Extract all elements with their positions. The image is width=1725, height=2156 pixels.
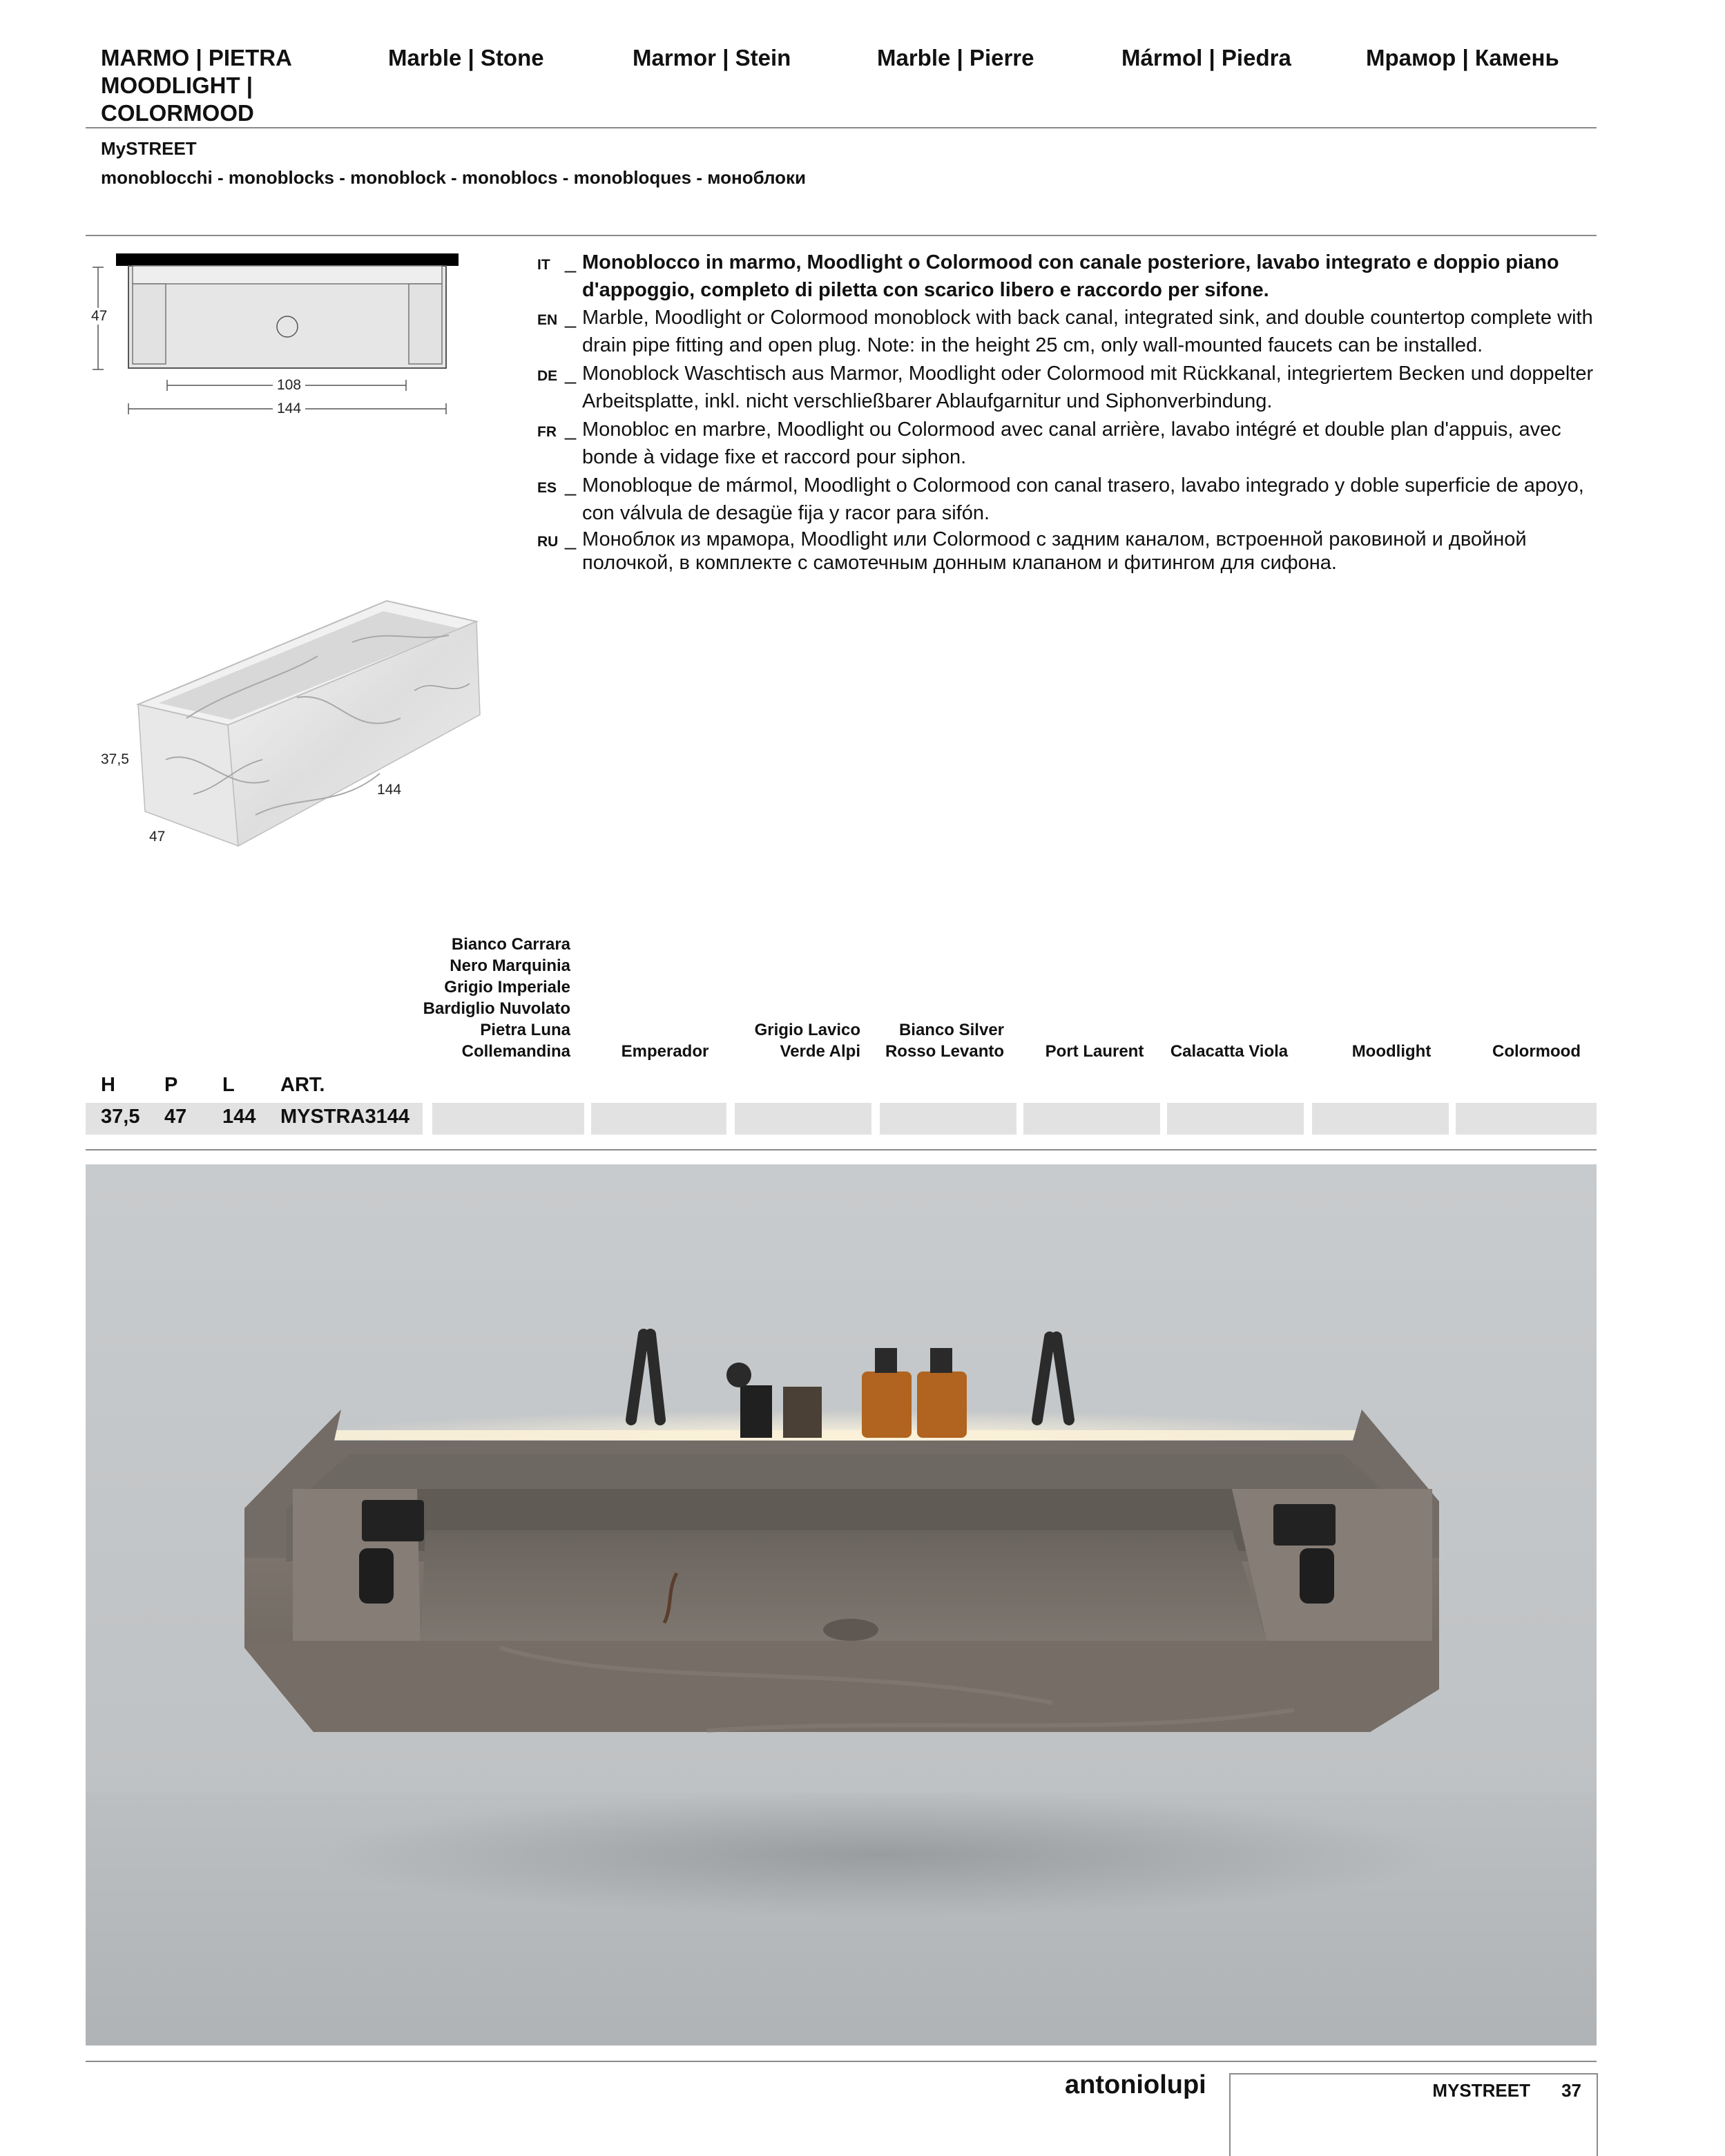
description-en: EN _ Marble, Moodlight or Colormood monoblock with back canal, integrated sink, and double countertop complete with drain pipe fitting and open plug. Note: in the height 25 cm, only wall-mounted faucets can be installed. xyxy=(537,304,1601,359)
price-cell-marble xyxy=(432,1103,584,1135)
finish-grigio-imperiale: Grigio Imperiale xyxy=(444,978,570,997)
product-photo-svg xyxy=(86,1164,1597,2046)
description-es-text: Monobloque de mármol, Moodlight o Colormood con canal trasero, lavabo integrado y doble superficie de apoyo, con válvula de desagüe fija y racor para sifón. xyxy=(582,474,1584,524)
finish-emperador: Emperador xyxy=(621,1042,709,1061)
footer-page-number: 37 xyxy=(1561,2080,1581,2101)
lang-code-it: IT xyxy=(537,257,550,273)
finish-bianco-carrara: Bianco Carrara xyxy=(451,935,570,954)
description-ru: RU _ Моноблок из мрамора, Moodlight или Colormood с задним каналом, встроенной раковиной и двойной полочкой, в комплекте с самотечным донным клапаном и фитингом для сифона. xyxy=(537,528,1601,575)
footer-product-name: MYSTREET xyxy=(1432,2080,1530,2101)
finish-moodlight: Moodlight xyxy=(1351,1042,1432,1061)
render-depth-label: 47 xyxy=(149,829,166,845)
left-shelf xyxy=(133,284,166,364)
col-header-l: L xyxy=(222,1074,235,1096)
header-es: Mármol | Piedra xyxy=(1121,45,1291,70)
section-rule xyxy=(86,235,1597,236)
description-de: DE _ Monoblock Waschtisch aus Marmor, Moodlight oder Colormood mit Rückkanal, integriertem Becken und doppelter Arbeitsplatte, inkl. nicht verschließbarer Ablaufgarnitur und Siphonverbindung. xyxy=(537,360,1601,415)
product-photo xyxy=(86,1164,1597,2046)
header-en: Marble | Stone xyxy=(388,45,544,70)
lang-code-de: DE xyxy=(537,368,558,384)
description-fr-text: Monobloc en marbre, Moodlight ou Colormood avec canal arrière, lavabo intégré et double plan d'appuis, avec bonde à vidage fixe et raccord pour siphon. xyxy=(582,418,1561,468)
top-view-drawing xyxy=(83,249,470,428)
wall-fixing-bar xyxy=(116,253,459,266)
header-it xyxy=(101,44,363,127)
product-types: monoblocchi - monoblocks - monoblock - monoblocs - monobloques - моноблоки xyxy=(101,167,807,188)
header-ru: Мрамор | Камень xyxy=(1366,45,1559,70)
col-header-h: H xyxy=(101,1074,115,1096)
finish-grigio-lavico: Grigio Lavico xyxy=(754,1021,860,1039)
finish-collemandina: Collemandina xyxy=(461,1042,570,1061)
lang-code-es: ES xyxy=(537,480,557,496)
finish-nero-marquinia: Nero Marquinia xyxy=(450,956,570,975)
lang-code-fr: FR xyxy=(537,424,557,440)
price-cell-colormood xyxy=(1456,1103,1597,1135)
finish-rosso-levanto: Rosso Levanto xyxy=(885,1042,1004,1061)
finish-group-marble xyxy=(387,934,570,1062)
col-header-p: P xyxy=(164,1074,178,1096)
finish-bianco-silver: Bianco Silver xyxy=(898,1021,1004,1039)
finish-verde-alpi: Verde Alpi xyxy=(780,1042,860,1061)
table-rule xyxy=(86,1149,1597,1151)
description-en-text: Marble, Moodlight or Colormood monoblock with back canal, integrated sink, and double countertop complete with drain pipe fitting and open plug. Note: in the height 25 cm, only wall-mounted faucets can be installed. xyxy=(582,307,1593,356)
header-rule xyxy=(86,127,1597,128)
finish-port-laurent: Port Laurent xyxy=(1045,1042,1144,1061)
finish-group-lavico xyxy=(718,1019,860,1062)
footer-rule xyxy=(86,2061,1597,2062)
description-it: IT _ Monoblocco in marmo, Moodlight o Colormood con canale posteriore, lavabo integrato e doppio piano d'appoggio, completo di piletta con scarico libero e raccordo per sifone. xyxy=(537,249,1601,304)
dim-outer-width-label: 144 xyxy=(273,401,305,417)
render-length-label: 144 xyxy=(377,782,402,798)
col-header-art: ART. xyxy=(280,1074,325,1096)
right-shelf xyxy=(409,284,442,364)
price-cell-port-laurent xyxy=(1023,1103,1160,1135)
render-height-label: 37,5 xyxy=(101,751,129,767)
description-ru-text: Моноблок из мрамора, Moodlight или Colormood с задним каналом, встроенной раковиной и двойной полочкой, в комплекте с самотечным донным клапаном и фитингом для сифона. xyxy=(582,528,1527,574)
header-de: Marmor | Stein xyxy=(633,45,791,70)
dim-inner-width-label: 108 xyxy=(273,377,305,394)
price-cell-lavico xyxy=(735,1103,871,1135)
price-cell-silver xyxy=(880,1103,1016,1135)
cell-l: 144 xyxy=(222,1106,256,1128)
price-cell-moodlight xyxy=(1312,1103,1449,1135)
finish-group-silver xyxy=(856,1019,1004,1062)
dim-depth-label: 47 xyxy=(91,308,108,324)
cell-h: 37,5 xyxy=(101,1106,140,1128)
price-cell-emperador xyxy=(591,1103,726,1135)
description-fr: FR _ Monobloc en marbre, Moodlight ou Colormood avec canal arrière, lavabo intégré et double plan d'appuis, avec bonde à vidage fixe et raccord pour siphon. xyxy=(537,416,1601,471)
finish-calacatta-viola: Calacatta Viola xyxy=(1170,1042,1289,1061)
render-3d-svg xyxy=(90,587,504,856)
cell-p: 47 xyxy=(164,1106,187,1128)
header-it-line-1: MARMO | PIETRA xyxy=(101,45,292,70)
lang-code-en: EN xyxy=(537,312,558,328)
back-canal xyxy=(133,266,442,284)
description-es: ES _ Monobloque de mármol, Moodlight o Colormood con canal trasero, lavabo integrado y doble superficie de apoyo, con válvula de desagüe fija y racor para sifón. xyxy=(537,472,1601,527)
finish-pietra-luna: Pietra Luna xyxy=(480,1021,570,1039)
price-cell-calacatta xyxy=(1167,1103,1304,1135)
brand-logo: antoniolupi xyxy=(1065,2070,1206,2099)
description-it-text: Monoblocco in marmo, Moodlight o Colormood con canale posteriore, lavabo integrato e doppio piano d'appoggio, completo di piletta con scarico libero e raccordo per sifone. xyxy=(582,251,1559,301)
header-it-line-3: COLORMOOD xyxy=(101,100,254,126)
description-de-text: Monoblock Waschtisch aus Marmor, Moodlight oder Colormood mit Rückkanal, integriertem Becken und doppelter Arbeitsplatte, inkl. nicht verschließbarer Ablaufgarnitur und Siphonverbindung. xyxy=(582,363,1594,412)
finish-colormood: Colormood xyxy=(1492,1042,1581,1061)
product-3d-render xyxy=(90,587,504,856)
footer-page-box xyxy=(1229,2073,1598,2156)
lang-code-ru: RU xyxy=(537,534,559,550)
header-it-line-2: MOODLIGHT | xyxy=(101,73,253,98)
finish-bardiglio-nuvolato: Bardiglio Nuvolato xyxy=(423,999,570,1018)
header-fr: Marble | Pierre xyxy=(877,45,1034,70)
collection-name: MySTREET xyxy=(101,138,197,159)
cell-art: MYSTRA3144 xyxy=(280,1106,409,1128)
